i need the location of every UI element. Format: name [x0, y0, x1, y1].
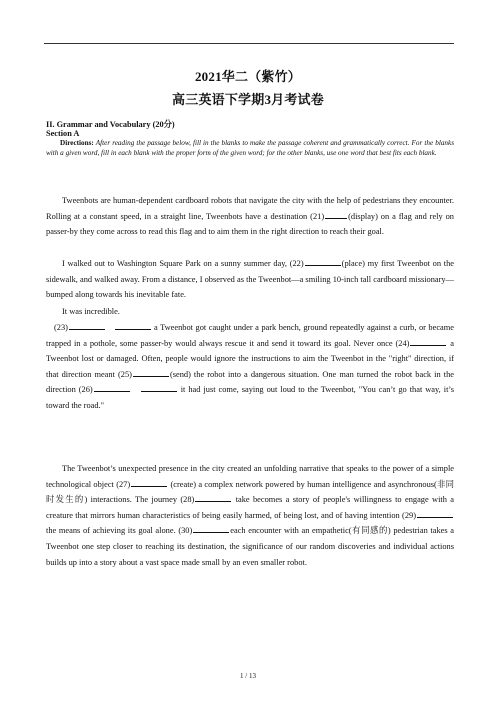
paragraph-text: (display) on a flag and rely on passer-by they come across to read this flag and to aim them in the right direction to reach their goal.	[46, 211, 454, 237]
paragraph-5	[46, 461, 454, 570]
answer-blank-23a[interactable]	[69, 321, 105, 330]
paragraph-1	[46, 193, 454, 240]
directions	[46, 139, 454, 158]
paragraph-text: it had just come, saying out loud to the Tweenbot, "You can’t go that way, it’s toward the road."	[46, 385, 454, 410]
answer-blank-28[interactable]	[195, 493, 231, 502]
answer-blank-23b[interactable]	[115, 321, 151, 330]
section-heading: II. Grammar and Vocabulary (20分)	[46, 120, 175, 129]
answer-blank-25[interactable]	[133, 368, 169, 377]
top-rule	[44, 43, 454, 44]
paragraph-text: (23)	[54, 323, 68, 332]
paragraph-text: (create) a complex network powered by human intelligence and asynchronous(非同时发生的) interactions. The journey (28)	[46, 479, 454, 505]
page-title: 2021华二（紫竹）	[194, 69, 301, 84]
paragraph-text: take becomes a story of people's willingness to engage with a creature that mirrors human characteristics of being easily harmed, of being lost, and of having intention (29)	[46, 495, 455, 520]
paragraph-text: The Tweenbot’s unexpected presence in the city created an unfolding narrative that speaks to the power of a simple technological object (27)	[46, 464, 454, 489]
answer-blank-30[interactable]	[193, 524, 229, 533]
paragraph-text: Tweenbots are human-dependent cardboard robots that navigate the city with the help of pedestrians they encounter. Rolling at a constant speed, in a straight line, Tweenbots have a destination (21)	[46, 196, 454, 221]
answer-blank-27[interactable]	[131, 478, 167, 487]
paragraph-text: (place) my first Tweenbot on the sidewalk, and walked away. From a distance, I observed as the Tweenbot—a smiling 10-inch tall cardboard missionary—bumped along towards his inevitable fate.	[46, 259, 455, 300]
paragraph-text: (send) the robot into a dangerous situation. One man turned the robot back in the direction (26)	[46, 369, 454, 395]
answer-blank-29[interactable]	[417, 509, 453, 518]
paragraph-text: each encounter with an empathetic(有同感的) pedestrian takes a Tweenbot one step closer to reaching its destination, the significance of our random discoveries and individual actions builds up into a story about a vast space made small by an even smaller robot.	[46, 526, 454, 567]
page-number: 1 / 13	[240, 672, 256, 680]
paragraph-4	[46, 320, 454, 414]
answer-blank-24[interactable]	[410, 337, 446, 346]
section-sub: Section A	[46, 129, 80, 138]
answer-blank-21[interactable]	[325, 210, 347, 219]
answer-blank-26a[interactable]	[94, 383, 130, 392]
paragraph-text: the means of achieving its goal alone. (30)	[46, 526, 193, 536]
paragraph-2	[46, 256, 454, 303]
page-subtitle: 高三英语下学期3月考试卷	[172, 92, 324, 107]
paragraph-3: It was incredible.	[62, 307, 120, 316]
directions-text: After reading the passage below, fill in the blanks to make the passage coherent and grammatically correct. For the blanks with a given word, fill in each blank with the proper form of the given word; for the other blanks, use one word that best fits each blank.	[46, 139, 454, 157]
paragraph-text: a Tweenbot got caught under a park bench, ground repeatedly against a curb, or became trapped in a pothole, some passer-by would always rescue it and send it toward its goal. Never once (24)	[46, 323, 454, 348]
paragraph-text: a Tweenbot lost or damaged. Often, people would ignore the instructions to aim the Tweenbot in the "right" direction, if that direction meant (25)	[46, 338, 454, 379]
answer-blank-26b[interactable]	[141, 383, 177, 392]
directions-label: Directions:	[60, 139, 94, 147]
paragraph-text: I walked out to Washington Square Park on a sunny summer day, (22)	[62, 259, 304, 268]
answer-blank-22[interactable]	[305, 257, 341, 266]
